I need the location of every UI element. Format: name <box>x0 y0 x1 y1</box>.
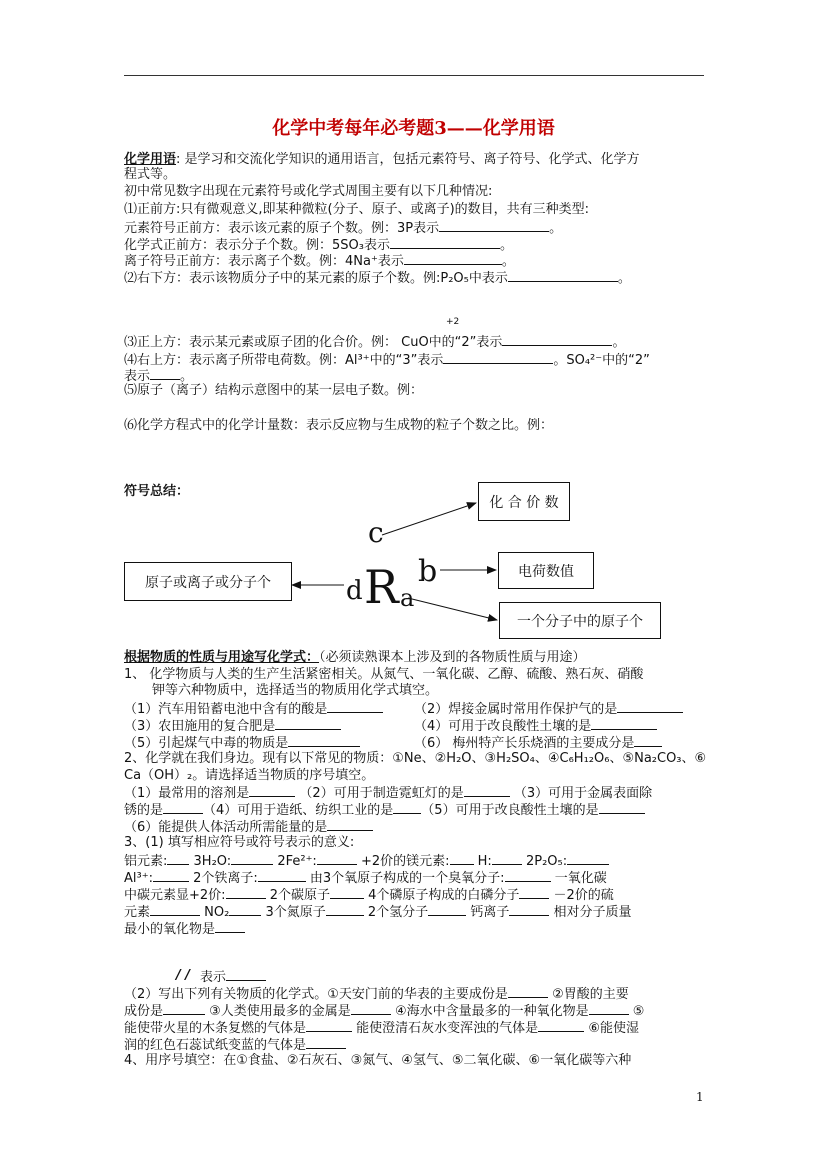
q1-item-6: （6） 梅州特产长乐烧酒的主要成分是 <box>414 734 662 751</box>
answer-blank[interactable] <box>327 818 373 831</box>
answer-blank[interactable] <box>327 700 383 713</box>
box-valence: 化 合 价 数 <box>478 482 570 521</box>
q3-line-k: 润的红色石蕊试纸变蓝的气体是 <box>124 1036 346 1053</box>
answer-blank[interactable] <box>306 1036 346 1049</box>
answer-blank[interactable] <box>351 1002 391 1015</box>
q2-line-e: （6）能提供人体活动所需能量的是 <box>124 818 373 835</box>
q3-line-g: 表示 <box>200 968 266 985</box>
point-2: ⑵右下方：表示该物质分子中的某元素的原子个数。例:P₂O₅中表示 。 <box>124 271 631 286</box>
answer-blank[interactable] <box>226 968 266 981</box>
answer-blank[interactable] <box>508 985 548 998</box>
answer-blank[interactable] <box>163 1002 205 1015</box>
letter-R: R <box>364 560 399 614</box>
intro-line-1: 化学用语: 是学习和交流化学知识的通用语言，包括元素符号、离子符号、化学式、化学方 <box>124 152 640 167</box>
answer-blank[interactable] <box>591 717 657 730</box>
answer-blank[interactable] <box>428 903 466 916</box>
answer-blank[interactable] <box>153 869 189 882</box>
answer-blank[interactable] <box>288 734 360 747</box>
q3-line-b: 铝元素: 3H₂O: 2Fe²⁺: +2价的镁元素: H: 2P₂O₅: <box>124 852 609 869</box>
point-1a: 元素符号正前方：表示该元素的原子个数。例：3P表示 。 <box>124 221 563 236</box>
q3-line-a: 3、(1) 填写相应符号或符号表示的意义: <box>124 835 355 850</box>
q3-line-h: （2）写出下列有关物质的化学式。①天安门前的华表的主要成份是 ②胃酸的主要 <box>124 987 629 1002</box>
point-1b: 化学式正前方：表示分子个数。例：5SO₃表示 。 <box>124 238 513 253</box>
answer-blank[interactable] <box>617 700 683 713</box>
answer-blank[interactable] <box>163 801 203 814</box>
answer-blank[interactable] <box>167 852 189 865</box>
letter-c: c <box>368 516 384 549</box>
box-atoms: 一个分子中的原子个 <box>499 602 661 639</box>
section2-heading: 根据物质的性质与用途写化学式：（必须读熟课本上涉及到的各物质性质与用途） <box>124 650 586 665</box>
letter-b: b <box>418 554 438 589</box>
q1-line-b: 钾等六种物质中，选择适当的物质用化学式填空。 <box>152 683 439 698</box>
answer-blank[interactable] <box>231 852 273 865</box>
q2-line-d: 锈的是 （4）可用于造纸、纺织工业的是 （5）可用于改良酸性土壤的是 <box>124 801 645 818</box>
letter-a: a <box>400 584 415 610</box>
q3-line-i: 成份是 ③人类使用最多的金属是 ④海水中含量最多的一种氧化物是 ⑤ <box>124 1004 645 1019</box>
q3-line-f: 最小的氧化物是 <box>124 920 245 937</box>
point-5: ⑸原子（离子）结构示意图中的某一层电子数。例： <box>124 383 424 398</box>
q3-line-d: 中碳元素显+2价: 2个碳原子 4个磷原子构成的白磷分子 －2价的硫 <box>124 888 614 903</box>
answer-blank[interactable] <box>306 1019 352 1032</box>
answer-blank[interactable] <box>519 886 549 899</box>
answer-blank[interactable] <box>249 784 295 797</box>
point-4: ⑷右上方：表示离子所带电荷数。例：Al³⁺中的“3”表示 。SO₄²⁻中的“2” <box>124 353 650 368</box>
box-charge: 电荷数值 <box>498 552 594 589</box>
q1-line-a: 1、 化学物质与人类的生产生活紧密相关。从氮气、一氧化碳、乙醇、硫酸、熟石灰、硝酸 <box>124 667 644 682</box>
point-1c: 离子符号正前方：表示离子个数。例：4Na⁺表示 。 <box>124 254 515 269</box>
q3-line-e: 元素 NO₂ 3个氮原子 2个氢分子 钙离子 相对分子质量 <box>124 905 632 920</box>
faded-mark: / / <box>176 968 191 983</box>
answer-blank[interactable] <box>258 869 306 882</box>
intro-line-2: 程式等。 <box>124 167 177 182</box>
answer-blank[interactable] <box>538 1019 584 1032</box>
answer-blank[interactable] <box>150 903 200 916</box>
arrow-to-atoms <box>408 598 497 620</box>
answer-blank[interactable] <box>317 852 357 865</box>
answer-blank[interactable] <box>567 852 609 865</box>
intro-line-3: 初中常见数字出现在元素符号或化学式周围主要有以下几种情况: <box>124 184 493 199</box>
answer-blank[interactable] <box>464 784 510 797</box>
answer-blank[interactable] <box>393 801 421 814</box>
point-3: ⑶正上方：表示某元素或原子团的化合价。例： CuO中的“2”表示 。 <box>124 335 626 350</box>
answer-blank[interactable] <box>229 903 261 916</box>
arrow-to-valence <box>382 503 476 535</box>
box-count: 原子或离子或分子个 <box>124 562 292 601</box>
answer-blank[interactable] <box>275 717 341 730</box>
q2-line-a: 2、化学就在我们身边。现有以下常见的物质：①Ne、②H₂O、③H₂SO₄、④C₆H₁₂O₆、⑤Na₂CO₃、⑥ <box>124 751 707 766</box>
answer-blank[interactable] <box>226 886 266 899</box>
valence-superscript: +2 <box>446 317 460 327</box>
q4-line: 4、用序号填空：在①食盐、②石灰石、③氮气、④氢气、⑤二氧化碳、⑥一氧化碳等六种 <box>124 1053 632 1068</box>
answer-blank[interactable] <box>589 1002 629 1015</box>
q1-item-2: （2）焊接金属时常用作保护气的是 <box>414 700 683 717</box>
answer-blank[interactable] <box>599 801 645 814</box>
q1-item-1: （1）汽车用铅蓄电池中含有的酸是 <box>124 700 383 717</box>
q1-item-5: （5）引起煤气中毒的物质是 <box>124 734 360 751</box>
answer-blank[interactable] <box>509 903 549 916</box>
q2-line-b: Ca（OH）₂。请选择适当物质的序号填空。 <box>124 768 375 783</box>
page-title: 化学中考每年必考题3——化学用语 <box>272 118 555 139</box>
q1-item-3: （3）农田施用的复合肥是 <box>124 717 341 734</box>
page-number: 1 <box>696 1090 704 1104</box>
q2-line-c: （1）最常用的溶剂是 （2）可用于制造霓虹灯的是 （3）可用于金属表面除 <box>124 786 653 801</box>
term-label: 化学用语 <box>124 152 177 167</box>
point-1: ⑴正前方:只有微观意义,即某种微粒(分子、原子、或离子)的数目，共有三种类型: <box>124 202 590 217</box>
q3-line-c: Al³⁺: 2个铁离子: 由3个氧原子构成的一个臭氧分子: 一氧化碳 <box>124 871 607 886</box>
answer-blank[interactable] <box>634 734 662 747</box>
answer-blank[interactable] <box>326 903 364 916</box>
answer-blank[interactable] <box>330 886 364 899</box>
summary-heading: 符号总结： <box>124 484 190 499</box>
answer-blank[interactable] <box>450 852 474 865</box>
answer-blank[interactable] <box>215 920 245 933</box>
answer-blank[interactable] <box>492 852 522 865</box>
letter-d: d <box>346 576 363 606</box>
q3-line-j: 能使带火星的木条复燃的气体是 能使澄清石灰水变浑浊的气体是 ⑥能使湿 <box>124 1021 639 1036</box>
answer-blank[interactable] <box>505 869 551 882</box>
point-6: ⑹化学方程式中的化学计量数：表示反应物与生成物的粒子个数之比。例： <box>124 418 554 433</box>
point-4b: 表示 。 <box>124 369 194 384</box>
q1-item-4: （4）可用于改良酸性土壤的是 <box>414 717 657 734</box>
